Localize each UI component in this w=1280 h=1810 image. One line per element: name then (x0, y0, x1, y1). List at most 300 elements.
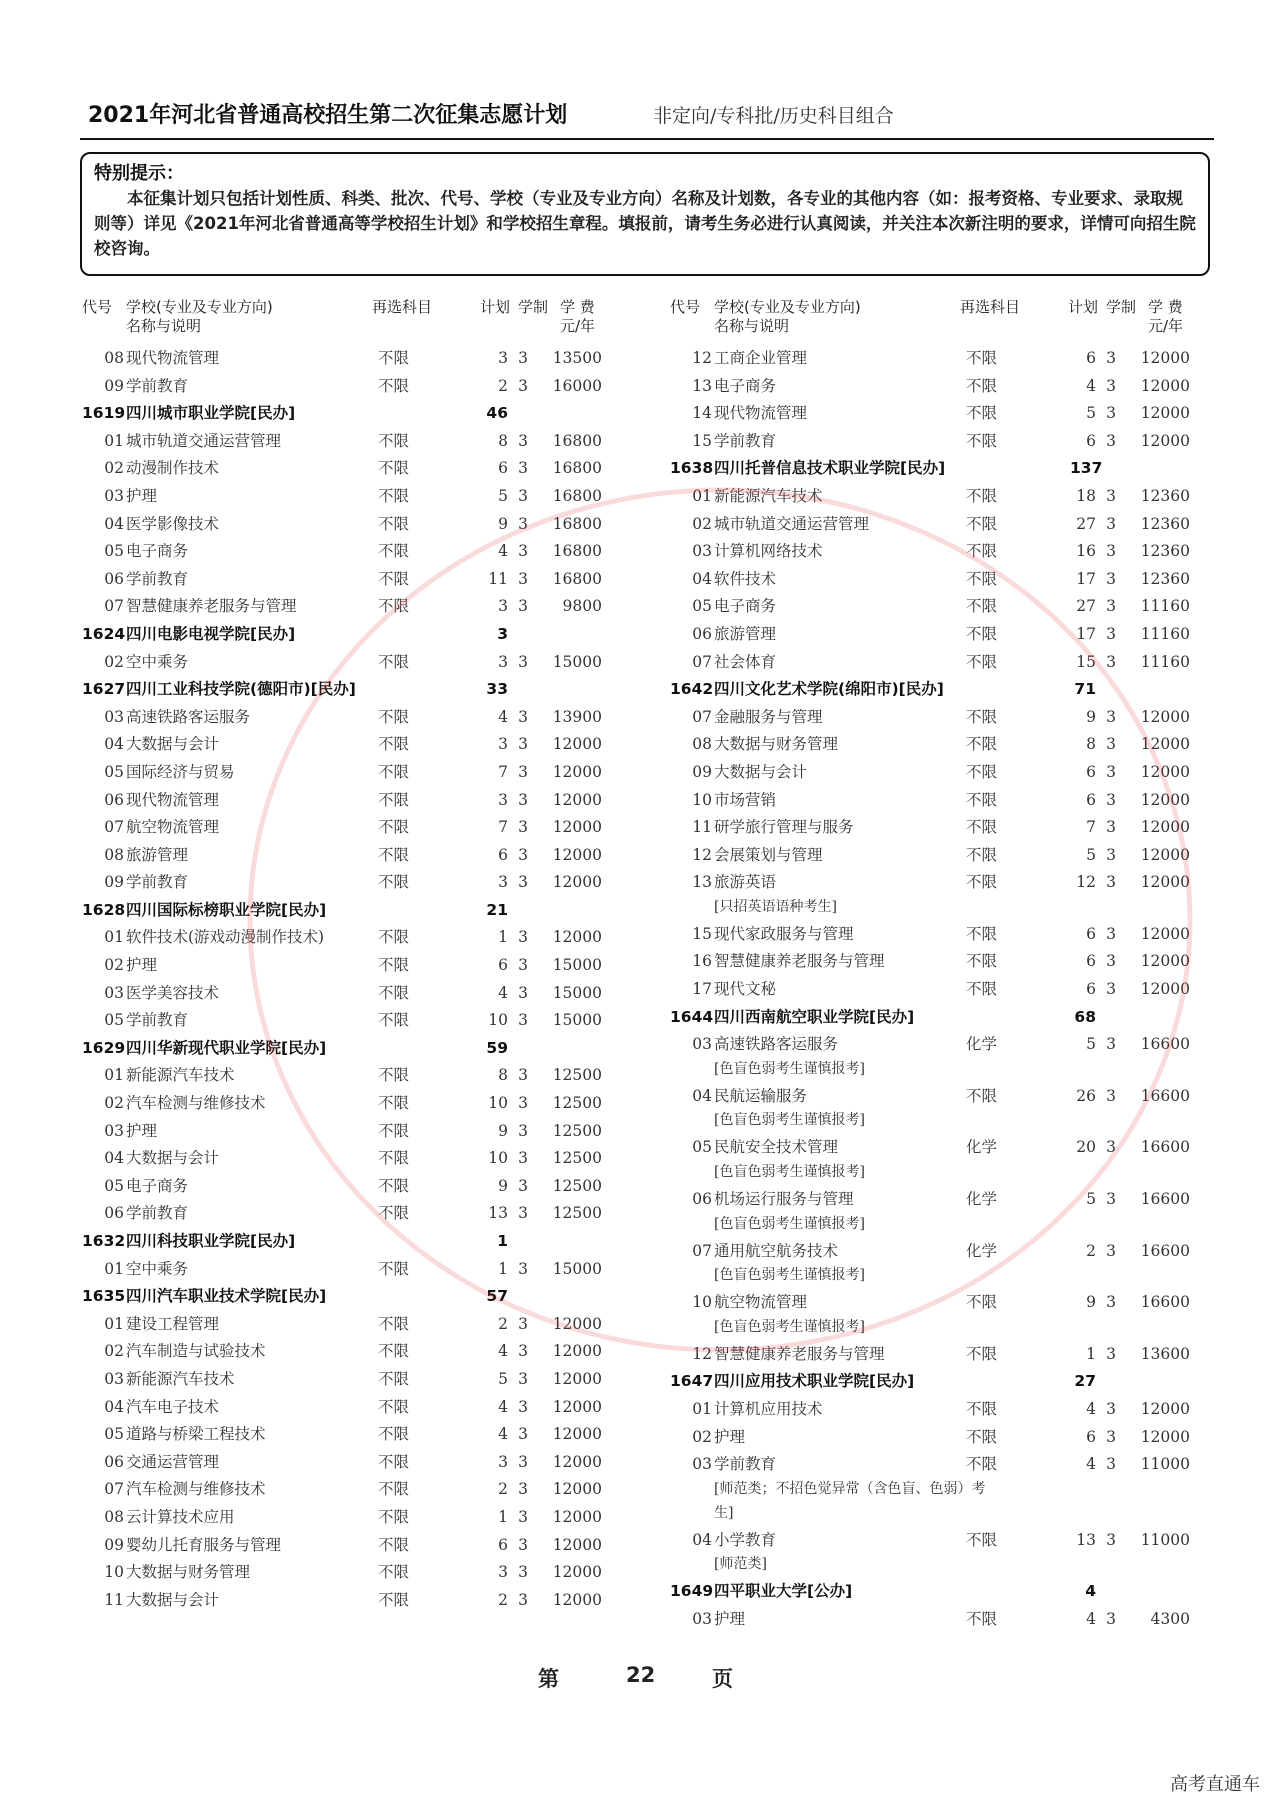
major-name: 空中乘务 (126, 1259, 189, 1278)
tuition-fee: 12360 (1140, 486, 1190, 505)
school-row (670, 454, 1210, 482)
major-code: 07 (692, 707, 712, 726)
study-years: 3 (518, 928, 528, 947)
major-name: 医学影像技术 (126, 514, 220, 533)
plan-count: 8 (498, 431, 508, 450)
plan-count: 6 (1086, 762, 1096, 781)
major-code: 02 (692, 514, 712, 533)
plan-count: 10 (488, 1094, 508, 1113)
major-row (82, 648, 622, 676)
header-name-desc: 名称与说明 (714, 317, 790, 335)
major-code: 03 (692, 542, 712, 561)
major-name: 智慧健康养老服务与管理 (714, 952, 885, 971)
tuition-fee: 15000 (552, 956, 602, 975)
school-code: 1628 (82, 900, 126, 919)
school-plan: 1 (497, 1232, 508, 1250)
school-row (82, 620, 622, 648)
corner-watermark: 高考直通车 (1170, 1774, 1260, 1795)
tuition-fee: 12360 (1140, 569, 1190, 588)
study-years: 3 (1106, 818, 1116, 837)
subject-requirement: 不限 (966, 762, 998, 781)
subject-requirement: 不限 (378, 1425, 410, 1444)
subject-requirement: 不限 (966, 542, 998, 561)
school-name: 四川科技职业学院[民办] (126, 1232, 296, 1250)
school-name: 四平职业大学[公办] (714, 1582, 853, 1601)
major-code: 01 (692, 1400, 712, 1418)
school-plan: 33 (486, 680, 508, 699)
study-years: 3 (518, 431, 528, 450)
subject-requirement: 不限 (378, 928, 410, 947)
major-row (82, 1365, 622, 1393)
plan-count: 5 (1086, 845, 1096, 864)
header-subject: 再选科目 (960, 298, 1021, 316)
plan-count: 7 (1086, 818, 1096, 837)
study-years: 3 (1106, 924, 1116, 943)
tuition-fee: 16600 (1140, 1241, 1190, 1260)
plan-count: 6 (498, 956, 508, 975)
major-name: 学前教育 (126, 376, 189, 395)
tuition-fee: 12000 (1140, 818, 1190, 837)
major-name: 护理 (126, 956, 158, 975)
major-row (670, 482, 1210, 510)
major-name: 大数据与会计 (126, 1590, 220, 1609)
study-years: 3 (518, 1590, 528, 1609)
subject-requirement: 不限 (378, 1314, 410, 1333)
column-header (670, 298, 1210, 344)
plan-count: 10 (488, 1149, 508, 1168)
study-years: 3 (518, 1397, 528, 1416)
school-plan: 57 (486, 1287, 508, 1306)
subject-requirement: 不限 (966, 349, 998, 367)
major-name: 机场运行服务与管理 (714, 1190, 854, 1209)
major-row (670, 565, 1210, 593)
major-code: 08 (104, 1507, 124, 1526)
major-name: 现代文秘 (714, 980, 777, 999)
plan-count: 9 (498, 1121, 508, 1140)
tuition-fee: 16800 (552, 569, 602, 588)
major-row (82, 979, 622, 1007)
study-years: 3 (518, 349, 528, 367)
tuition-fee: 12000 (552, 1480, 602, 1499)
tuition-fee: 12000 (552, 1314, 602, 1333)
study-years: 3 (1106, 652, 1116, 671)
major-row (670, 648, 1210, 676)
study-years: 3 (1106, 597, 1116, 616)
major-code: 02 (104, 956, 124, 975)
major-row (670, 1395, 1210, 1423)
subject-requirement: 不限 (966, 952, 998, 971)
major-row (82, 951, 622, 979)
major-row (670, 1185, 1210, 1213)
tuition-fee: 12000 (552, 1507, 602, 1526)
tuition-fee: 12000 (1140, 349, 1190, 367)
school-name: 四川汽车职业技术学院[民办] (126, 1287, 327, 1306)
major-code: 05 (104, 1425, 124, 1444)
study-years: 3 (1106, 349, 1116, 367)
major-code: 11 (104, 1590, 124, 1609)
tuition-fee: 12000 (1140, 762, 1190, 781)
major-code: 06 (692, 1190, 712, 1209)
plan-count: 2 (1086, 1241, 1096, 1260)
major-code: 01 (104, 1259, 124, 1278)
major-name: 新能源汽车技术 (714, 486, 823, 505)
major-row (670, 1237, 1210, 1265)
major-name: 护理 (126, 1121, 158, 1140)
major-row (82, 1089, 622, 1117)
school-name: 四川工业科技学院(德阳市)[民办] (126, 680, 356, 699)
subject-requirement: 不限 (966, 735, 998, 754)
tuition-fee: 12500 (552, 1176, 602, 1195)
study-years: 3 (518, 1011, 528, 1030)
tuition-fee: 13500 (552, 349, 602, 367)
major-row (670, 730, 1210, 758)
note-text: [师范类] (714, 1556, 767, 1573)
tuition-fee: 12000 (1140, 1400, 1190, 1418)
subject-requirement: 不限 (966, 652, 998, 671)
school-row (670, 675, 1210, 703)
study-years: 3 (1106, 1138, 1116, 1157)
subject-requirement: 不限 (378, 956, 410, 975)
subject-requirement: 不限 (378, 431, 410, 450)
major-name: 计算机网络技术 (714, 542, 823, 561)
footer-suffix: 页 (712, 1667, 733, 1691)
major-row (82, 372, 622, 400)
tuition-fee: 15000 (552, 1259, 602, 1278)
major-row (82, 1310, 622, 1338)
header-rule (80, 138, 1214, 140)
study-years: 3 (518, 790, 528, 809)
study-years: 3 (1106, 624, 1116, 643)
note-text: [色盲色弱考生谨慎报考] (714, 1060, 865, 1077)
major-row (82, 1337, 622, 1365)
subject-requirement: 不限 (966, 873, 998, 892)
major-code: 01 (692, 486, 712, 505)
major-name: 软件技术 (714, 569, 777, 588)
major-name: 通用航空航务技术 (714, 1241, 839, 1260)
subject-requirement: 不限 (378, 1094, 410, 1113)
major-name: 护理 (126, 486, 158, 505)
major-code: 09 (104, 873, 124, 892)
plan-count: 2 (498, 376, 508, 395)
major-code: 09 (692, 762, 712, 781)
major-row (670, 399, 1210, 427)
plan-count: 4 (1086, 376, 1096, 395)
tuition-fee: 11000 (1140, 1455, 1190, 1474)
major-name: 学前教育 (126, 1011, 189, 1030)
study-years: 3 (518, 1535, 528, 1554)
study-years: 3 (518, 486, 528, 505)
note-text: 生] (714, 1504, 734, 1521)
tuition-fee: 12000 (1140, 952, 1190, 971)
major-name: 大数据与会计 (714, 762, 808, 781)
major-name: 市场营销 (714, 790, 777, 809)
note-text: [色盲色弱考生谨慎报考] (714, 1318, 865, 1335)
subject-requirement: 不限 (378, 569, 410, 588)
major-name: 民航运输服务 (714, 1086, 808, 1105)
tuition-fee: 11160 (1140, 624, 1190, 643)
subject-requirement: 不限 (966, 1086, 998, 1105)
subject-requirement: 不限 (378, 762, 410, 781)
tuition-fee: 12000 (1140, 790, 1190, 809)
left-rows (82, 344, 622, 1613)
major-row (82, 786, 622, 814)
major-name: 大数据与会计 (126, 735, 220, 754)
study-years: 3 (1106, 1035, 1116, 1054)
page-number: 22 (626, 1663, 656, 1687)
header-name: 学校(专业及专业方向) (714, 298, 861, 316)
note-text: [色盲色弱考生谨慎报考] (714, 1267, 865, 1284)
tuition-fee: 12000 (552, 790, 602, 809)
study-years: 3 (518, 873, 528, 892)
plan-count: 6 (1086, 1427, 1096, 1446)
major-name: 大数据与财务管理 (126, 1563, 251, 1582)
subject-requirement: 不限 (378, 818, 410, 837)
major-code: 04 (692, 1086, 712, 1105)
major-name: 汽车检测与维修技术 (126, 1094, 266, 1113)
major-name: 民航安全技术管理 (714, 1138, 839, 1157)
tuition-fee: 12000 (1140, 376, 1190, 395)
plan-count: 4 (498, 542, 508, 561)
subject-requirement: 化学 (966, 1138, 998, 1157)
school-row (82, 1282, 622, 1310)
tuition-fee: 12000 (552, 1535, 602, 1554)
major-row (670, 1133, 1210, 1161)
major-row (82, 1144, 622, 1172)
column-header (82, 298, 622, 344)
tuition-fee: 12000 (1140, 924, 1190, 943)
major-name: 计算机应用技术 (714, 1400, 823, 1418)
plan-count: 5 (1086, 404, 1096, 423)
study-years: 3 (1106, 762, 1116, 781)
major-code: 15 (692, 924, 712, 943)
header-years: 学制 (518, 298, 549, 316)
study-years: 3 (518, 735, 528, 754)
note-text: [色盲色弱考生谨慎报考] (714, 1112, 865, 1129)
major-code: 01 (104, 928, 124, 947)
subject-requirement: 不限 (378, 652, 410, 671)
major-code: 10 (692, 1293, 712, 1312)
major-name: 电子商务 (714, 597, 777, 616)
major-name: 软件技术(游戏动漫制作技术) (126, 928, 325, 947)
header-name-desc: 名称与说明 (126, 317, 202, 335)
plan-count: 6 (1086, 349, 1096, 367)
major-row (670, 1605, 1210, 1633)
major-row (670, 1082, 1210, 1110)
plan-count: 6 (498, 1535, 508, 1554)
tuition-fee: 15000 (552, 1011, 602, 1030)
tuition-fee: 12000 (552, 845, 602, 864)
plan-count: 1 (498, 1259, 508, 1278)
plan-count: 27 (1076, 514, 1096, 533)
subject-requirement: 不限 (378, 514, 410, 533)
major-code: 06 (104, 1452, 124, 1471)
page-title: 2021年河北省普通高校招生第二次征集志愿计划 (88, 103, 568, 128)
major-name: 旅游管理 (126, 845, 189, 864)
school-code: 1629 (82, 1038, 126, 1057)
major-row (82, 537, 622, 565)
major-name: 电子商务 (126, 1176, 189, 1195)
tuition-fee: 12000 (552, 735, 602, 754)
school-row (82, 1034, 622, 1062)
tuition-fee: 12000 (552, 762, 602, 781)
major-code: 04 (692, 1530, 712, 1549)
plan-count: 15 (1076, 652, 1096, 671)
notice-title: 特别提示： (94, 163, 184, 184)
major-row (670, 947, 1210, 975)
study-years: 3 (518, 1094, 528, 1113)
study-years: 3 (1106, 1293, 1116, 1312)
major-row (670, 1340, 1210, 1368)
plan-count: 4 (498, 983, 508, 1002)
school-plan: 68 (1074, 1007, 1096, 1026)
tuition-fee: 12000 (1140, 404, 1190, 423)
study-years: 3 (1106, 376, 1116, 395)
major-row (82, 592, 622, 620)
tuition-fee: 12500 (552, 1094, 602, 1113)
plan-count: 4 (498, 707, 508, 726)
tuition-fee: 12000 (1140, 873, 1190, 892)
study-years: 3 (518, 1066, 528, 1085)
plan-count: 5 (1086, 1190, 1096, 1209)
study-years: 3 (1106, 952, 1116, 971)
tuition-fee: 12000 (552, 818, 602, 837)
major-row (670, 427, 1210, 455)
school-code: 1642 (670, 680, 714, 699)
plan-count: 2 (498, 1590, 508, 1609)
plan-count: 4 (1086, 1400, 1096, 1418)
major-code: 07 (104, 597, 124, 616)
study-years: 3 (518, 1452, 528, 1471)
header-fee-unit: 元/年 (560, 317, 596, 335)
school-plan: 137 (1070, 459, 1103, 478)
major-code: 04 (104, 1397, 124, 1416)
major-code: 03 (104, 707, 124, 726)
major-row (82, 1393, 622, 1421)
plan-count: 2 (498, 1480, 508, 1499)
subject-requirement: 不限 (378, 459, 410, 478)
subject-requirement: 不限 (378, 983, 410, 1002)
major-row (82, 1061, 622, 1089)
tuition-fee: 16800 (552, 514, 602, 533)
plan-count: 8 (1086, 735, 1096, 754)
subject-requirement: 不限 (378, 1121, 410, 1140)
plan-count: 8 (498, 1066, 508, 1085)
subject-requirement: 不限 (966, 486, 998, 505)
header-fee: 学 费 (560, 298, 595, 316)
major-code: 08 (104, 845, 124, 864)
plan-count: 5 (1086, 1035, 1096, 1054)
school-plan: 71 (1074, 680, 1096, 699)
plan-count: 3 (498, 349, 508, 367)
major-row (670, 344, 1210, 372)
major-code: 02 (104, 459, 124, 478)
major-code: 09 (104, 376, 124, 395)
tuition-fee: 15000 (552, 983, 602, 1002)
plan-count: 1 (1086, 1344, 1096, 1363)
plan-count: 6 (498, 459, 508, 478)
major-row (670, 1288, 1210, 1316)
note-text: [师范类；不招色觉异常（含色盲、色弱）考 (714, 1480, 986, 1497)
study-years: 3 (1106, 735, 1116, 754)
major-code: 03 (104, 1369, 124, 1388)
plan-count: 3 (498, 790, 508, 809)
header-code: 代号 (670, 298, 701, 316)
study-years: 3 (518, 459, 528, 478)
major-name: 金融服务与管理 (714, 707, 823, 726)
school-code: 1619 (82, 404, 126, 423)
tuition-fee: 12000 (1140, 431, 1190, 450)
major-row (82, 482, 622, 510)
plan-count: 6 (1086, 790, 1096, 809)
school-row (82, 896, 622, 924)
tuition-fee: 12000 (552, 1397, 602, 1416)
plan-count: 26 (1076, 1086, 1096, 1105)
tuition-fee: 16600 (1140, 1138, 1190, 1157)
study-years: 3 (518, 1507, 528, 1526)
subject-requirement: 不限 (966, 1427, 998, 1446)
subject-requirement: 不限 (378, 1176, 410, 1195)
subject-requirement: 化学 (966, 1190, 998, 1209)
major-name: 小学教育 (714, 1530, 777, 1549)
tuition-fee: 16600 (1140, 1190, 1190, 1209)
major-code: 06 (104, 1204, 124, 1223)
major-code: 06 (104, 790, 124, 809)
subject-requirement: 不限 (378, 707, 410, 726)
right-column (670, 298, 1210, 1633)
tuition-fee: 16800 (552, 431, 602, 450)
subject-requirement: 不限 (966, 514, 998, 533)
major-code: 04 (692, 569, 712, 588)
major-note (670, 1109, 1210, 1133)
school-row (82, 399, 622, 427)
major-code: 04 (104, 1149, 124, 1168)
plan-count: 3 (498, 652, 508, 671)
tuition-fee: 16600 (1140, 1293, 1190, 1312)
major-name: 学前教育 (126, 873, 189, 892)
major-code: 05 (104, 762, 124, 781)
major-row (82, 1448, 622, 1476)
major-code: 15 (692, 431, 712, 450)
study-years: 3 (518, 983, 528, 1002)
study-years: 3 (518, 1480, 528, 1499)
school-plan: 27 (1074, 1372, 1096, 1391)
major-name: 汽车电子技术 (126, 1397, 220, 1416)
plan-count: 9 (498, 514, 508, 533)
major-name: 医学美容技术 (126, 983, 220, 1002)
header-fee: 学 费 (1148, 298, 1183, 316)
major-row (670, 372, 1210, 400)
major-row (82, 1255, 622, 1283)
tuition-fee: 12000 (552, 1590, 602, 1609)
subject-requirement: 不限 (378, 349, 410, 367)
plan-count: 18 (1076, 486, 1096, 505)
major-name: 电子商务 (714, 376, 777, 395)
major-row (82, 565, 622, 593)
plan-count: 20 (1076, 1138, 1096, 1157)
major-name: 旅游英语 (714, 873, 777, 892)
study-years: 3 (1106, 1455, 1116, 1474)
tuition-fee: 16600 (1140, 1035, 1190, 1054)
page-header (88, 98, 1214, 134)
tuition-fee: 12500 (552, 1204, 602, 1223)
subject-requirement: 不限 (378, 1480, 410, 1499)
school-code: 1638 (670, 459, 714, 478)
school-plan: 3 (497, 624, 508, 643)
study-years: 3 (518, 707, 528, 726)
study-years: 3 (1106, 873, 1116, 892)
major-code: 03 (692, 1035, 712, 1054)
study-years: 3 (518, 956, 528, 975)
